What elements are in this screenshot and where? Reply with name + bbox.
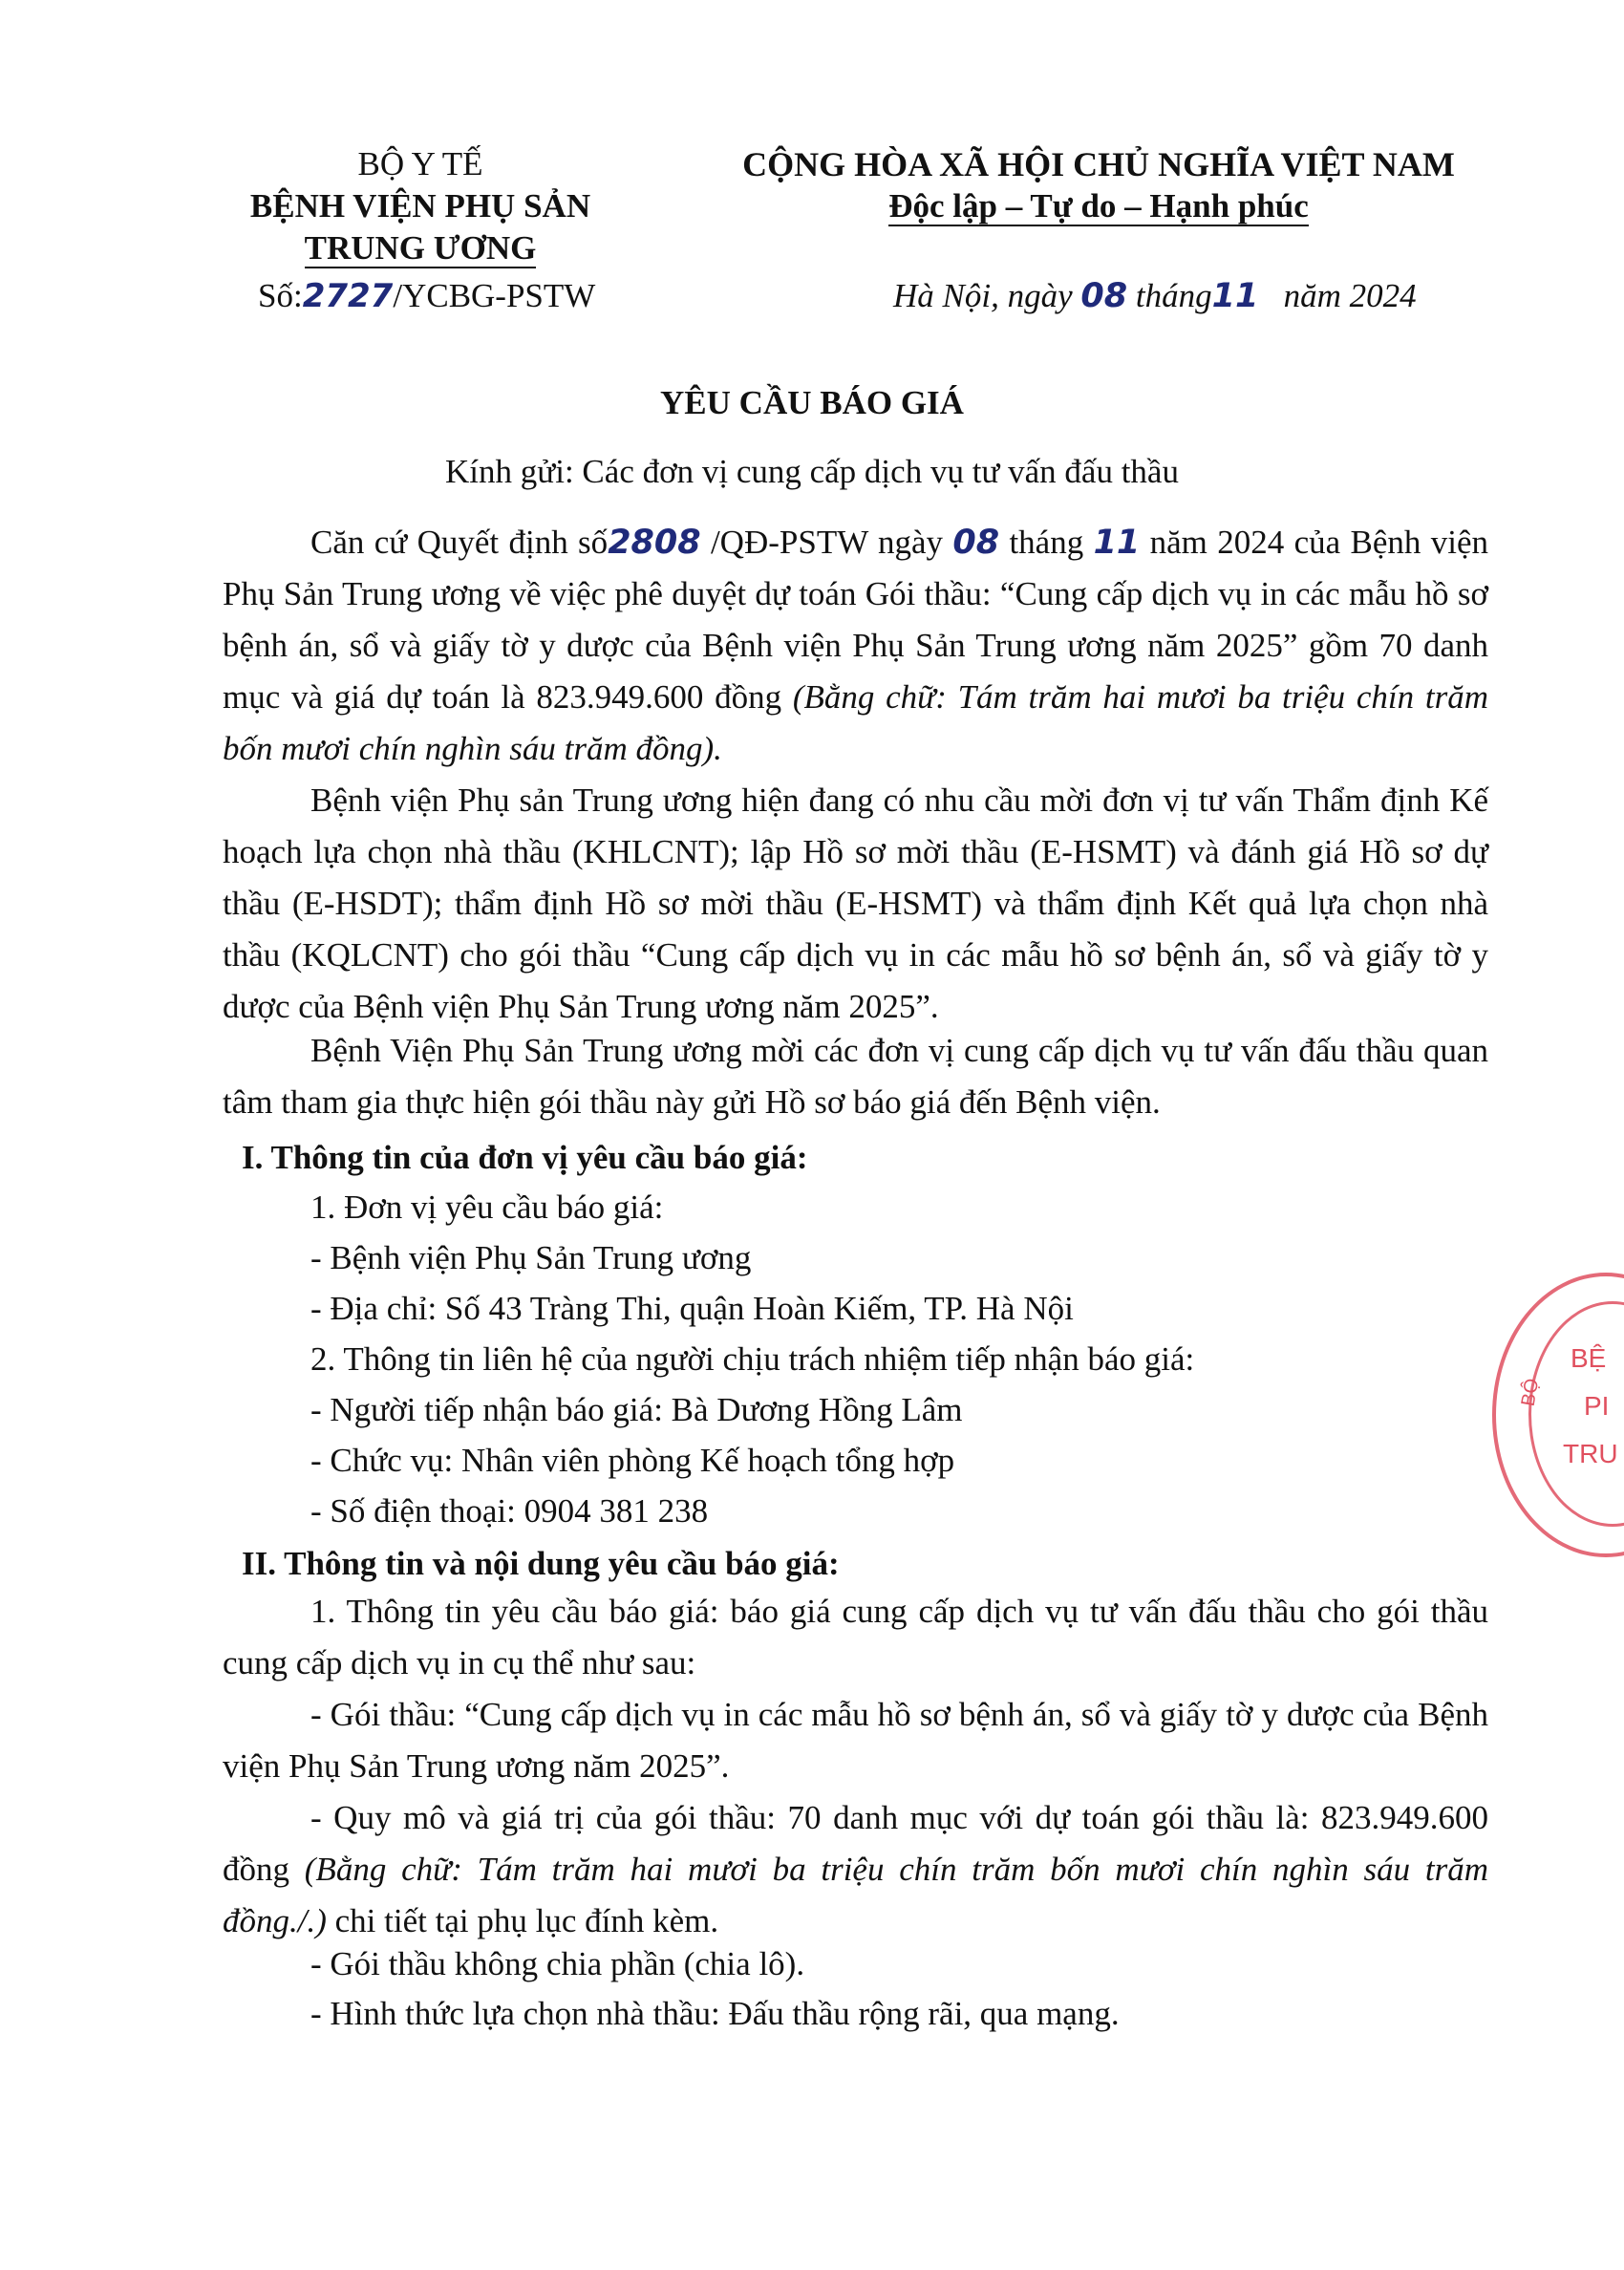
section1-line: - Số điện thoại: 0904 381 238 bbox=[310, 1492, 709, 1530]
section1-line: 1. Đơn vị yêu cầu báo giá: bbox=[310, 1189, 664, 1226]
header-right bbox=[688, 143, 1509, 227]
section2-package: - Gói thầu: “Cung cấp dịch vụ in các mẫu hồ sơ bệnh án, sổ và giấy tờ y dược của Bệnh viện Phụ Sản Trung ương năm 2025”. bbox=[223, 1696, 1488, 1785]
recipient-line: Kính gửi: Các đơn vị cung cấp dịch vụ tư vấn đấu thầu bbox=[445, 453, 1179, 490]
date-day-handwritten: 08 bbox=[1080, 277, 1128, 315]
ministry-name: BỘ Y TẾ bbox=[357, 145, 483, 182]
section1-line: - Địa chỉ: Số 43 Tràng Thi, quận Hoàn Kiếm, TP. Hà Nội bbox=[310, 1290, 1074, 1327]
date-month-handwritten: 11 bbox=[1211, 277, 1259, 315]
decision-day-handwritten: 08 bbox=[952, 524, 1000, 562]
section1-line: - Bệnh viện Phụ Sản Trung ương bbox=[310, 1239, 752, 1276]
decision-month-handwritten: 11 bbox=[1093, 524, 1141, 562]
section2-no-lots: - Gói thầu không chia phần (chia lô). bbox=[310, 1945, 805, 1982]
section1-line: - Chức vụ: Nhân viên phòng Kế hoạch tổng hợp bbox=[310, 1442, 955, 1479]
motto: Độc lập – Tự do – Hạnh phúc bbox=[888, 187, 1309, 225]
hospital-name-line1: BỆNH VIỆN PHỤ SẢN bbox=[249, 187, 591, 225]
section2-scale: - Quy mô và giá trị của gói thầu: 70 danh mục với dự toán gói thầu là: 823.949.600 đồng (Bằng chữ: Tám trăm hai mươi ba triệu chín trăm bốn mươi chín nghìn sáu trăm đồng./.) chi tiết tại phụ lục đính kèm. bbox=[223, 1799, 1488, 1939]
paragraph-invitation: Bệnh Viện Phụ Sản Trung ương mời các đơn vị cung cấp dịch vụ tư vấn đấu thầu quan tâm tham gia thực hiện gói thầu này gửi Hồ sơ báo giá đến Bệnh viện. bbox=[223, 1032, 1488, 1121]
official-seal-stamp: BỆ PI TRU BỘ bbox=[1492, 1273, 1624, 1557]
paragraph-need: Bệnh viện Phụ sản Trung ương hiện đang có nhu cầu mời đơn vị tư vấn Thẩm định Kế hoạch lựa chọn nhà thầu (KHLCNT); lập Hồ sơ mời thầu (E-HSMT) và đánh giá Hồ sơ dự thầu (E-HSDT); thẩm định Hồ sơ mời thầu (E-HSMT) và thẩm định Kết quả lựa chọn nhà thầu (KQLCNT) cho gói thầu “Cung cấp dịch vụ in các mẫu hồ sơ bệnh án, sổ và giấy tờ y dược của Bệnh viện Phụ Sản Trung ương năm 2025”. bbox=[223, 782, 1488, 1025]
paragraph-decision: Căn cứ Quyết định số2808 /QĐ-PSTW ngày 08 tháng 11 năm 2024 của Bệnh viện Phụ Sản Trung ương về việc phê duyệt dự toán Gói thầu: “Cung cấp dịch vụ in các mẫu hồ sơ bệnh án, sổ và giấy tờ y dược của Bệnh viện Phụ Sản Trung ương năm 2025” gồm 70 danh mục và giá dự toán là 823.949.600 đồng (Bằng chữ: Tám trăm hai mươi ba triệu chín trăm bốn mươi chín nghìn sáu trăm đồng). bbox=[223, 524, 1489, 767]
document-number: Số:2727/YCBG-PSTW bbox=[258, 277, 596, 315]
section2-method: - Hình thức lựa chọn nhà thầu: Đấu thầu rộng rãi, qua mạng. bbox=[310, 1995, 1120, 2032]
section2-heading: II. Thông tin và nội dung yêu cầu báo giá: bbox=[242, 1545, 840, 1582]
header-left bbox=[229, 143, 611, 269]
decision-number-handwritten: 2808 bbox=[608, 524, 701, 562]
section1-line: - Người tiếp nhận báo giá: Bà Dương Hồng Lâm bbox=[310, 1391, 963, 1428]
document-title: YÊU CẦU BÁO GIÁ bbox=[660, 384, 964, 421]
section1-line: 2. Thông tin liên hệ của người chịu trách nhiệm tiếp nhận báo giá: bbox=[310, 1340, 1195, 1378]
issue-date: Hà Nội, ngày 08 tháng11 năm 2024 bbox=[893, 277, 1417, 315]
hospital-name-line2: TRUNG ƯƠNG bbox=[304, 229, 537, 267]
nation-title: CỘNG HÒA XÃ HỘI CHỦ NGHĨA VIỆT NAM bbox=[742, 145, 1455, 183]
section2-info: 1. Thông tin yêu cầu báo giá: báo giá cung cấp dịch vụ tư vấn đấu thầu cho gói thầu cung cấp dịch vụ in cụ thể như sau: bbox=[223, 1593, 1488, 1681]
document-number-handwritten: 2727 bbox=[302, 277, 394, 315]
section1-heading: I. Thông tin của đơn vị yêu cầu báo giá: bbox=[242, 1139, 808, 1176]
